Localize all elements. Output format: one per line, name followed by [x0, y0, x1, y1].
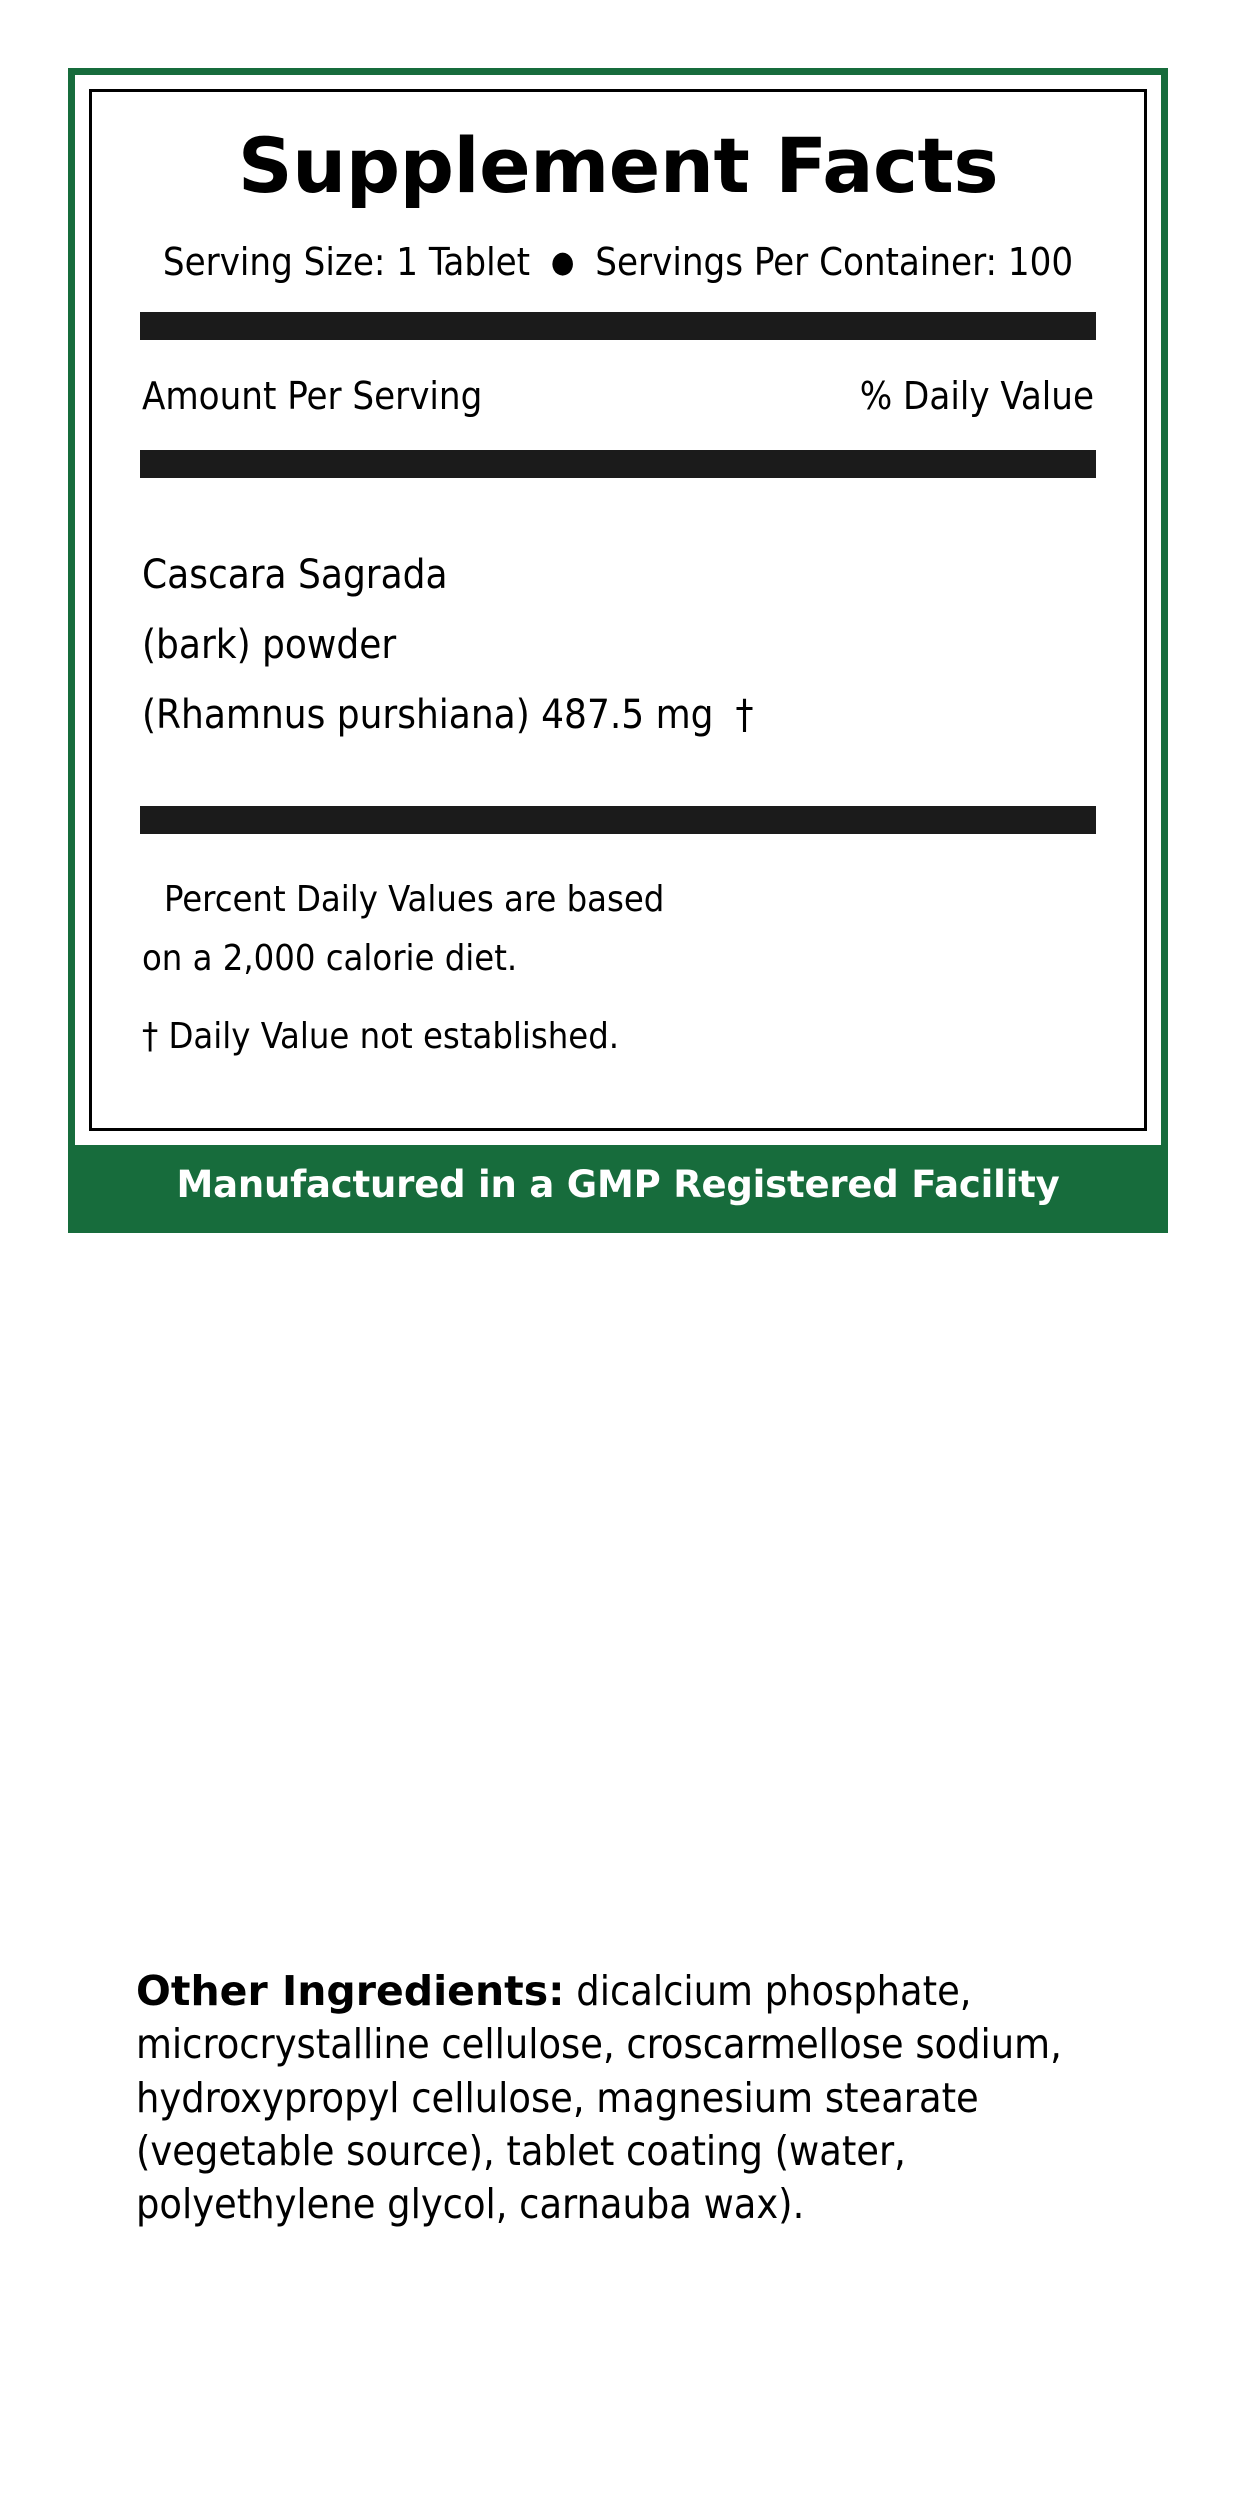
footnote-dv-basis-line1: Percent Daily Values are based — [164, 878, 665, 920]
nutrient-name-line1: Cascara Sagrada — [142, 551, 448, 598]
footnote-dv-basis — [142, 870, 1094, 989]
serving-info — [140, 240, 1096, 284]
footnote-dv-not-established: † Daily Value not established. — [142, 1015, 620, 1057]
divider-thick-top — [140, 312, 1096, 340]
nutrient-dv-dagger: † — [735, 691, 754, 738]
nutrient-latin-and-amount: (Rhamnus purshiana) 487.5 mg — [142, 691, 714, 738]
nutrient-name-line2: (bark) powder — [142, 621, 397, 668]
other-ingredients — [136, 1965, 1126, 2231]
amount-per-serving-header: Amount Per Serving — [142, 373, 483, 418]
column-headers — [140, 350, 1096, 440]
servings-per-container-label: Servings Per Container: 100 — [595, 239, 1074, 284]
gmp-banner: Manufactured in a GMP Registered Facility — [75, 1145, 1161, 1226]
other-ingredients-text: dicalcium phosphate, microcrystalline cellulose, croscarmellose sodium, hydroxypropyl cellulose, magnesium stearate (vegetable source), tablet coating (water, polyethylene glycol, carnauba wax). — [136, 1967, 1062, 2229]
bullet-separator-icon: ● — [550, 244, 575, 280]
footnote-dv-basis-line2: on a 2,000 calorie diet. — [142, 938, 518, 980]
divider-thick-middle — [140, 450, 1096, 478]
daily-value-header: % Daily Value — [859, 373, 1094, 418]
page-title: Supplement Facts — [237, 121, 999, 210]
supplement-facts-box — [89, 89, 1147, 1131]
divider-thick-bottom — [140, 806, 1096, 834]
serving-size-label: Serving Size: 1 Tablet — [162, 239, 531, 284]
other-ingredients-heading: Other Ingredients: — [136, 1967, 565, 2015]
nutrient-amount-line — [142, 680, 1094, 750]
footnotes — [140, 844, 1096, 1094]
nutrient-row — [140, 488, 1096, 796]
supplement-facts-panel — [68, 68, 1168, 1233]
